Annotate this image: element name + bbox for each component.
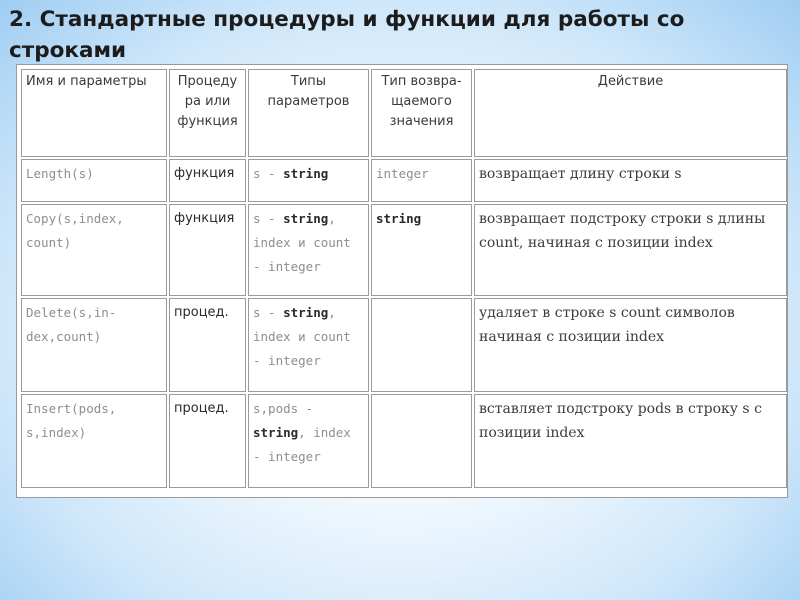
table-row — [21, 298, 787, 392]
cell-param-types — [248, 394, 369, 488]
table-header-row — [21, 69, 787, 157]
cell-name-params: Insert(pods, s,index) — [21, 394, 167, 488]
header-action: Действие — [474, 69, 787, 157]
param-text: s - — [253, 166, 284, 181]
string-functions-table-frame — [16, 64, 788, 498]
table-row — [21, 204, 787, 296]
cell-kind: процед. — [169, 394, 246, 488]
param-text: s - — [253, 211, 284, 226]
param-text: , index и count - integer — [253, 211, 351, 274]
header-name-params: Имя и параметры — [21, 69, 167, 157]
cell-kind: процед. — [169, 298, 246, 392]
cell-param-types — [248, 159, 369, 202]
cell-kind: функция — [169, 204, 246, 296]
cell-name-params: Length(s) — [21, 159, 167, 202]
cell-action: вставляет подстроку pods в строку s с позиции index — [474, 394, 787, 488]
cell-action: возвращает длину строки s — [474, 159, 787, 202]
param-text: s,pods - — [253, 401, 314, 416]
type-keyword: string — [283, 211, 329, 226]
type-keyword: string — [283, 305, 329, 320]
header-return-type: Тип возвра-щаемого значения — [371, 69, 472, 157]
cell-action: удаляет в строке s count символов начиная с позиции index — [474, 298, 787, 392]
cell-param-types — [248, 204, 369, 296]
table-row — [21, 394, 787, 488]
header-kind: Процеду ра или функция — [169, 69, 246, 157]
cell-return-type: string — [371, 204, 472, 296]
string-functions-table — [19, 67, 789, 490]
param-text: , index - integer — [253, 425, 351, 464]
cell-return-type: integer — [371, 159, 472, 202]
cell-name-params: Delete(s,in-dex,count) — [21, 298, 167, 392]
type-keyword: string — [283, 166, 329, 181]
param-text: s - — [253, 305, 284, 320]
cell-return-type — [371, 298, 472, 392]
cell-param-types — [248, 298, 369, 392]
cell-name-params: Copy(s,index, count) — [21, 204, 167, 296]
cell-kind: функция — [169, 159, 246, 202]
slide-title: 2. Стандартные процедуры и функции для работы со строками — [9, 7, 685, 63]
param-text: , index и count - integer — [253, 305, 351, 368]
cell-action: возвращает подстроку строки s длины count, начиная с позиции index — [474, 204, 787, 296]
cell-return-type — [371, 394, 472, 488]
type-keyword: string — [253, 425, 299, 440]
header-param-types: Типы параметров — [248, 69, 369, 157]
table-row — [21, 159, 787, 202]
